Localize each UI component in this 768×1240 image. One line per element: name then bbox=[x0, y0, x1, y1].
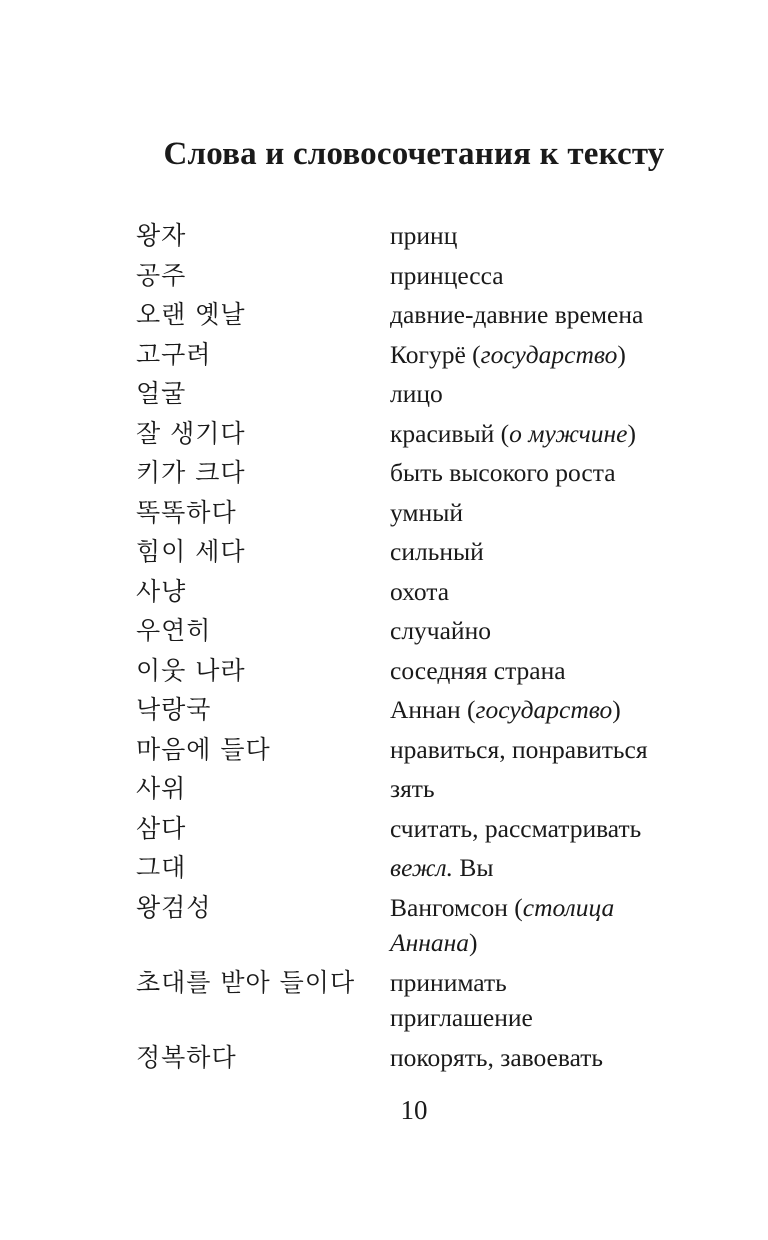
translation-text: принцесса bbox=[390, 260, 504, 290]
translation-text: охота bbox=[390, 576, 450, 606]
translation-line bbox=[390, 732, 736, 768]
italic-note: Аннана bbox=[390, 928, 470, 957]
korean-term: 고구려 bbox=[136, 339, 212, 369]
russian-translation bbox=[390, 414, 736, 454]
translation-line bbox=[390, 890, 736, 926]
vocab-row bbox=[136, 730, 736, 770]
translation-text: Когурё ( bbox=[390, 339, 481, 369]
russian-translation bbox=[390, 335, 736, 375]
vocabulary-list bbox=[136, 216, 736, 1077]
translation-line bbox=[390, 850, 736, 886]
vocab-row bbox=[136, 572, 736, 612]
translation-text: считать, рассматривать bbox=[390, 813, 642, 843]
translation-line bbox=[390, 218, 736, 254]
russian-translation bbox=[390, 769, 736, 809]
korean-term: 정복하다 bbox=[136, 1042, 237, 1072]
translation-text: соседняя страна bbox=[390, 655, 566, 685]
translation-text: приглашение bbox=[390, 1003, 533, 1032]
translation-line bbox=[390, 613, 736, 649]
vocab-row bbox=[136, 611, 736, 651]
translation-text: давние-давние времена bbox=[390, 300, 644, 329]
vocab-row bbox=[136, 216, 736, 256]
translation-line bbox=[390, 534, 736, 570]
vocab-row bbox=[136, 809, 736, 849]
russian-translation bbox=[390, 572, 736, 612]
italic-note: вежл. bbox=[390, 853, 453, 882]
translation-text: сильный bbox=[390, 537, 484, 566]
translation-line bbox=[390, 376, 736, 412]
vocab-row bbox=[136, 690, 736, 730]
korean-term: 초대를 받아 들이다 bbox=[136, 967, 356, 997]
russian-translation bbox=[390, 611, 736, 651]
russian-translation bbox=[390, 848, 736, 888]
korean-term: 그대 bbox=[136, 853, 187, 882]
russian-translation bbox=[390, 216, 736, 256]
korean-term: 삼다 bbox=[136, 813, 187, 843]
korean-term: 공주 bbox=[136, 260, 187, 290]
translation-text: случайно bbox=[390, 616, 491, 645]
vocab-row bbox=[136, 374, 736, 414]
russian-translation bbox=[390, 532, 736, 572]
translation-text: умный bbox=[390, 497, 463, 527]
korean-term: 왕자 bbox=[136, 221, 187, 250]
russian-translation bbox=[390, 453, 736, 493]
vocab-row bbox=[136, 848, 736, 888]
vocab-row bbox=[136, 493, 736, 533]
translation-line bbox=[390, 416, 736, 452]
russian-translation bbox=[390, 1038, 736, 1078]
vocab-row bbox=[136, 888, 736, 963]
vocab-row bbox=[136, 963, 736, 1038]
italic-note: государство bbox=[480, 339, 618, 369]
translation-text: зять bbox=[390, 774, 435, 803]
translation-text: ) bbox=[627, 418, 636, 448]
translation-line bbox=[390, 337, 736, 373]
russian-translation bbox=[390, 374, 736, 414]
korean-term: 똑똑하다 bbox=[136, 497, 237, 527]
korean-term: 키가 크다 bbox=[136, 458, 246, 487]
translation-text: Вангомсон ( bbox=[390, 892, 523, 922]
korean-term: 마음에 들다 bbox=[136, 734, 271, 764]
translation-text: принц bbox=[390, 221, 458, 250]
korean-term: 사냥 bbox=[136, 576, 187, 606]
korean-term: 힘이 세다 bbox=[136, 537, 246, 566]
italic-note: государство bbox=[475, 695, 613, 724]
vocab-row bbox=[136, 769, 736, 809]
russian-translation bbox=[390, 963, 736, 1038]
vocab-row bbox=[136, 295, 736, 335]
translation-text: ) bbox=[469, 928, 478, 957]
russian-translation bbox=[390, 690, 736, 730]
vocab-row bbox=[136, 256, 736, 296]
translation-line bbox=[390, 692, 736, 728]
vocab-row bbox=[136, 335, 736, 375]
korean-term: 오랜 옛날 bbox=[136, 300, 246, 329]
vocab-row bbox=[136, 532, 736, 572]
translation-text: лицо bbox=[390, 379, 443, 408]
translation-line bbox=[390, 574, 736, 610]
translation-line bbox=[390, 258, 736, 294]
translation-text: принимать bbox=[390, 967, 507, 997]
translation-text: Аннан ( bbox=[390, 695, 476, 724]
translation-text: Вы bbox=[452, 853, 494, 882]
translation-text: ) bbox=[617, 339, 626, 369]
korean-term: 이웃 나라 bbox=[136, 655, 246, 685]
translation-text: красивый ( bbox=[390, 418, 510, 448]
vocab-row bbox=[136, 453, 736, 493]
translation-line bbox=[390, 811, 736, 847]
korean-term: 얼굴 bbox=[136, 379, 187, 408]
russian-translation bbox=[390, 295, 736, 335]
translation-text: нравиться, понравиться bbox=[390, 734, 648, 764]
translation-line bbox=[390, 965, 736, 1001]
translation-text: покорять, завоевать bbox=[390, 1042, 604, 1072]
russian-translation bbox=[390, 651, 736, 691]
korean-term: 사위 bbox=[136, 774, 187, 803]
korean-term: 왕검성 bbox=[136, 892, 212, 922]
russian-translation bbox=[390, 809, 736, 849]
translation-line bbox=[390, 1000, 736, 1036]
translation-line bbox=[390, 297, 736, 333]
vocab-row bbox=[136, 651, 736, 691]
vocab-row bbox=[136, 414, 736, 454]
russian-translation bbox=[390, 888, 736, 963]
translation-text: быть высокого роста bbox=[390, 458, 616, 487]
page-title: Слова и словосочетания к тексту bbox=[163, 136, 665, 172]
page-number: 10 bbox=[400, 1095, 428, 1125]
italic-note: о мужчине bbox=[509, 418, 628, 448]
russian-translation bbox=[390, 493, 736, 533]
translation-line bbox=[390, 925, 736, 961]
korean-term: 낙랑국 bbox=[136, 695, 212, 724]
italic-note: столица bbox=[522, 892, 615, 922]
translation-line bbox=[390, 771, 736, 807]
translation-line bbox=[390, 495, 736, 531]
translation-text: ) bbox=[612, 695, 621, 724]
vocab-row bbox=[136, 1038, 736, 1078]
translation-line bbox=[390, 455, 736, 491]
korean-term: 잘 생기다 bbox=[136, 418, 246, 448]
translation-line bbox=[390, 1040, 736, 1076]
russian-translation bbox=[390, 256, 736, 296]
korean-term: 우연히 bbox=[136, 616, 212, 645]
translation-line bbox=[390, 653, 736, 689]
russian-translation bbox=[390, 730, 736, 770]
